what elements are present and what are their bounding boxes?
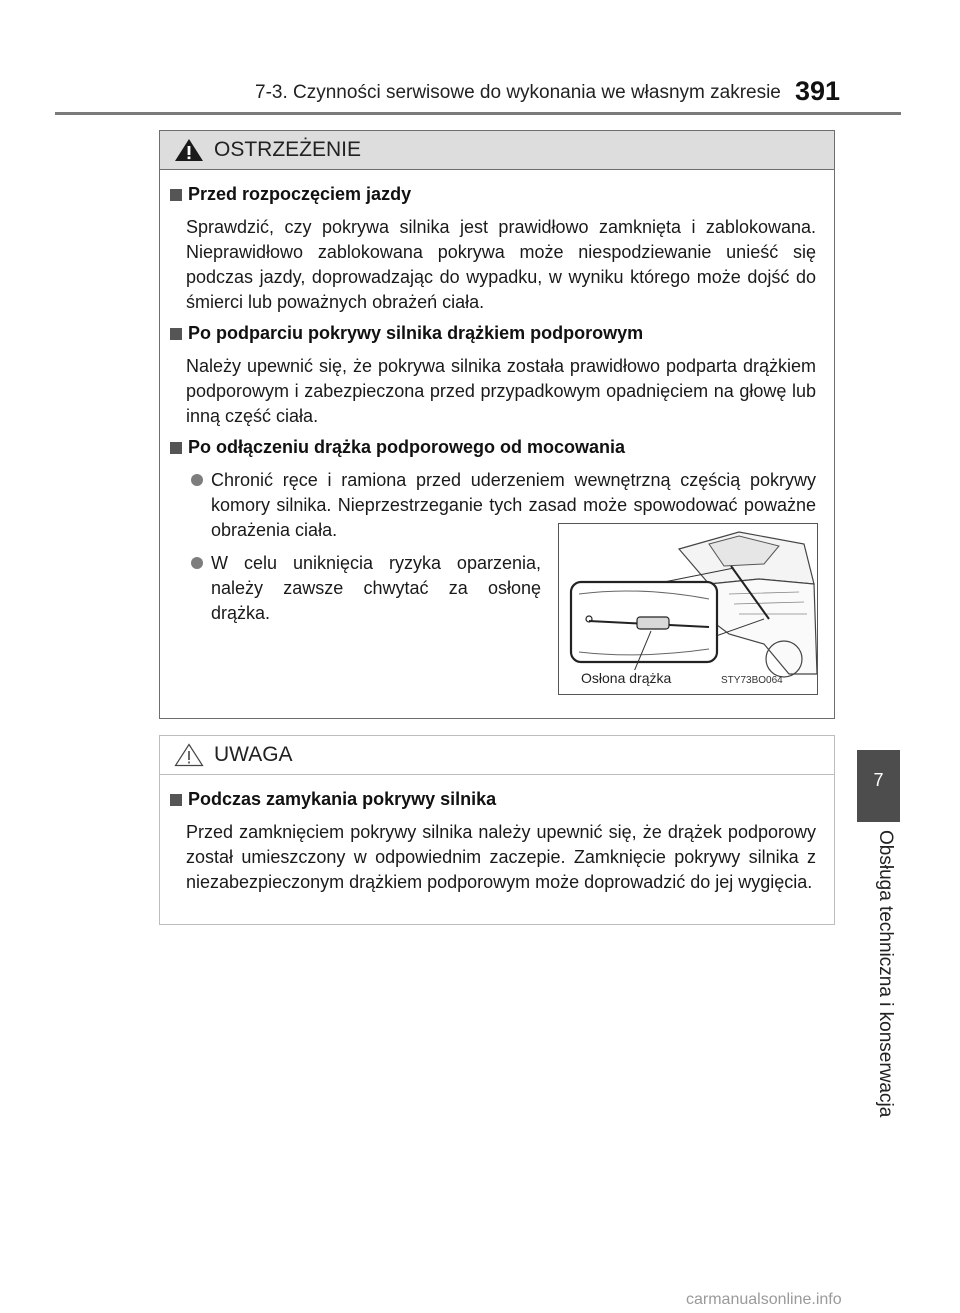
- round-bullet-icon: [191, 557, 203, 569]
- warning-triangle-icon: [174, 138, 204, 162]
- caution-box: [159, 735, 835, 925]
- warning-title: OSTRZEŻENIE: [214, 138, 362, 161]
- list-item-text: Chronić ręce i ramiona przed uderzeniem wewnętrzną częścią pokrywy komory silnika. Nieprzestrzeganie tych zasad może spowodować poważne obrażenia ciała.: [211, 470, 816, 540]
- section-heading-text: Po odłączeniu drążka podporowego od mocowania: [188, 437, 626, 457]
- chapter-tab: [857, 750, 900, 822]
- section-title: 7-3. Czynności serwisowe do wykonania we własnym zakresie: [255, 82, 781, 103]
- caution-title: UWAGA: [214, 743, 293, 766]
- list-item: [186, 551, 541, 626]
- rod-cover-label: Osłona drążka: [581, 670, 672, 686]
- caution-header: [160, 736, 834, 775]
- section-heading-text: Po podparciu pokrywy silnika drążkiem podporowym: [188, 323, 644, 343]
- section-text: Przed zamknięciem pokrywy silnika należy upewnić się, że drążek podporowy został umieszczony w odpowiednim zaczepie. Zamknięcie pokrywy silnika z niezabezpieczonym drążkiem podporowym może doprowadzić do jej wygięcia.: [186, 822, 816, 892]
- caution-body: [160, 775, 834, 895]
- square-bullet-icon: [170, 328, 182, 340]
- page-number: 391: [795, 76, 841, 106]
- caution-triangle-icon: [174, 743, 204, 767]
- section-heading: [170, 323, 816, 344]
- round-bullet-icon: [191, 474, 203, 486]
- car-hood-drawing: [559, 524, 817, 694]
- chapter-number: 7: [873, 770, 884, 790]
- square-bullet-icon: [170, 442, 182, 454]
- square-bullet-icon: [170, 794, 182, 806]
- warning-header: [160, 131, 834, 170]
- figure-code: STY73BO064: [721, 675, 783, 686]
- section-text: Sprawdzić, czy pokrywa silnika jest prawidłowo zamknięta i zablokowana. Nieprawidłowo zablokowana pokrywa może niespodziewanie unieść się podczas jazdy, doprowadzając do wypadku, w wyniku którego może dojść do śmierci lub poważnych obrażeń ciała.: [186, 217, 816, 312]
- section-heading-text: Przed rozpoczęciem jazdy: [188, 184, 412, 204]
- section-heading: [170, 184, 816, 205]
- watermark: carmanualsonline.info: [686, 1291, 842, 1308]
- section-heading-text: Podczas zamykania pokrywy silnika: [188, 789, 497, 809]
- section-heading: [170, 437, 816, 458]
- section-heading: [170, 789, 816, 810]
- list-item-text: W celu uniknięcia ryzyka oparzenia, należy zawsze chwytać za osłonę drążka.: [211, 553, 541, 623]
- section-text: Należy upewnić się, że pokrywa silnika została prawidłowo podparta drążkiem podporowym i zabezpieczona przed przypadkowym opadnięciem na głowę lub inną część ciała.: [186, 356, 816, 426]
- chapter-title: Obsługa techniczna i konserwacja: [875, 830, 896, 1118]
- square-bullet-icon: [170, 189, 182, 201]
- header-divider: [55, 112, 901, 115]
- hood-support-rod-illustration: [558, 523, 818, 695]
